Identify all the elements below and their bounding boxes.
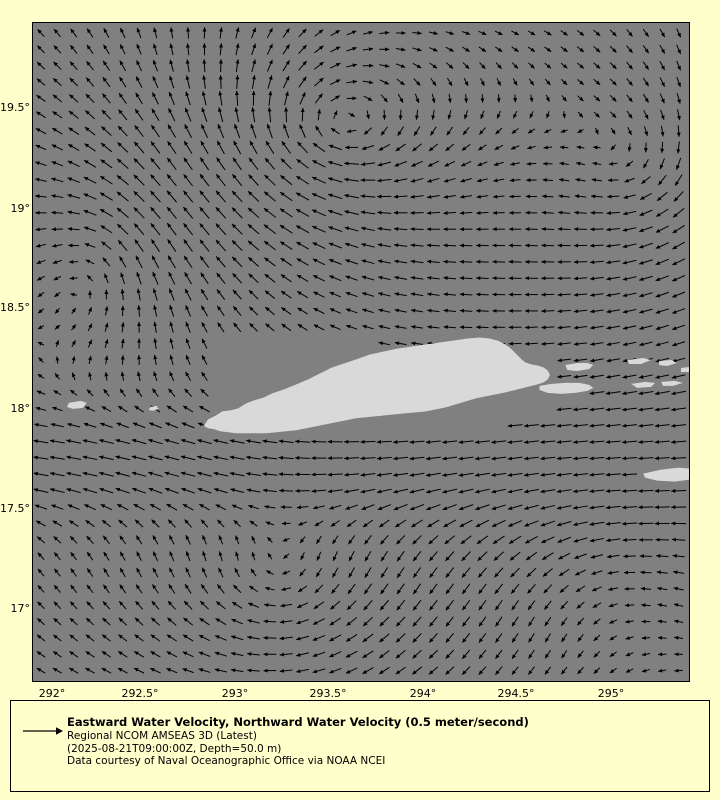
xtick-label-5: 294.5°	[497, 687, 535, 700]
cay-ne-2	[659, 360, 677, 366]
mona-island	[67, 401, 87, 409]
ytick-label-1: 19°	[10, 202, 30, 215]
puerto-rico-island	[204, 338, 549, 433]
cay-ne-3	[681, 367, 689, 372]
xtick-label-0: 292°	[38, 687, 66, 700]
ytick-label-0: 19.5°	[0, 101, 30, 114]
legend-text-block	[67, 715, 697, 768]
land-polygons	[33, 23, 689, 681]
legend-credit: Data courtesy of Naval Oceanographic Office via NOAA NCEI	[67, 755, 386, 767]
ytick-label-3: 18°	[10, 402, 30, 415]
map-plot-area[interactable]	[32, 22, 690, 682]
vieques-island	[539, 383, 593, 394]
xtick-label-2: 293°	[221, 687, 249, 700]
culebra-island	[565, 363, 593, 371]
legend-model: Regional NCOM AMSEAS 3D (Latest)	[67, 730, 257, 742]
st-croix-island	[643, 468, 689, 482]
arrow-right-icon	[23, 725, 63, 737]
legend-title: Eastward Water Velocity, Northward Water Velocity (0.5 meter/second)	[67, 715, 529, 729]
xtick-label-3: 293.5°	[309, 687, 347, 700]
xtick-label-4: 294°	[409, 687, 437, 700]
xtick-label-1: 292.5°	[121, 687, 159, 700]
cay-east-2	[661, 381, 683, 386]
xtick-label-6: 295°	[597, 687, 625, 700]
ytick-label-5: 17°	[10, 602, 30, 615]
cay-ne-1	[627, 358, 651, 364]
desecheo-island	[149, 406, 159, 411]
legend-timestamp: (2025-08-21T09:00:00Z, Depth=50.0 m)	[67, 742, 282, 755]
legend-box	[10, 700, 710, 792]
ytick-label-2: 18.5°	[0, 301, 30, 314]
ytick-label-4: 17.5°	[0, 502, 30, 515]
cay-east-1	[631, 382, 655, 388]
